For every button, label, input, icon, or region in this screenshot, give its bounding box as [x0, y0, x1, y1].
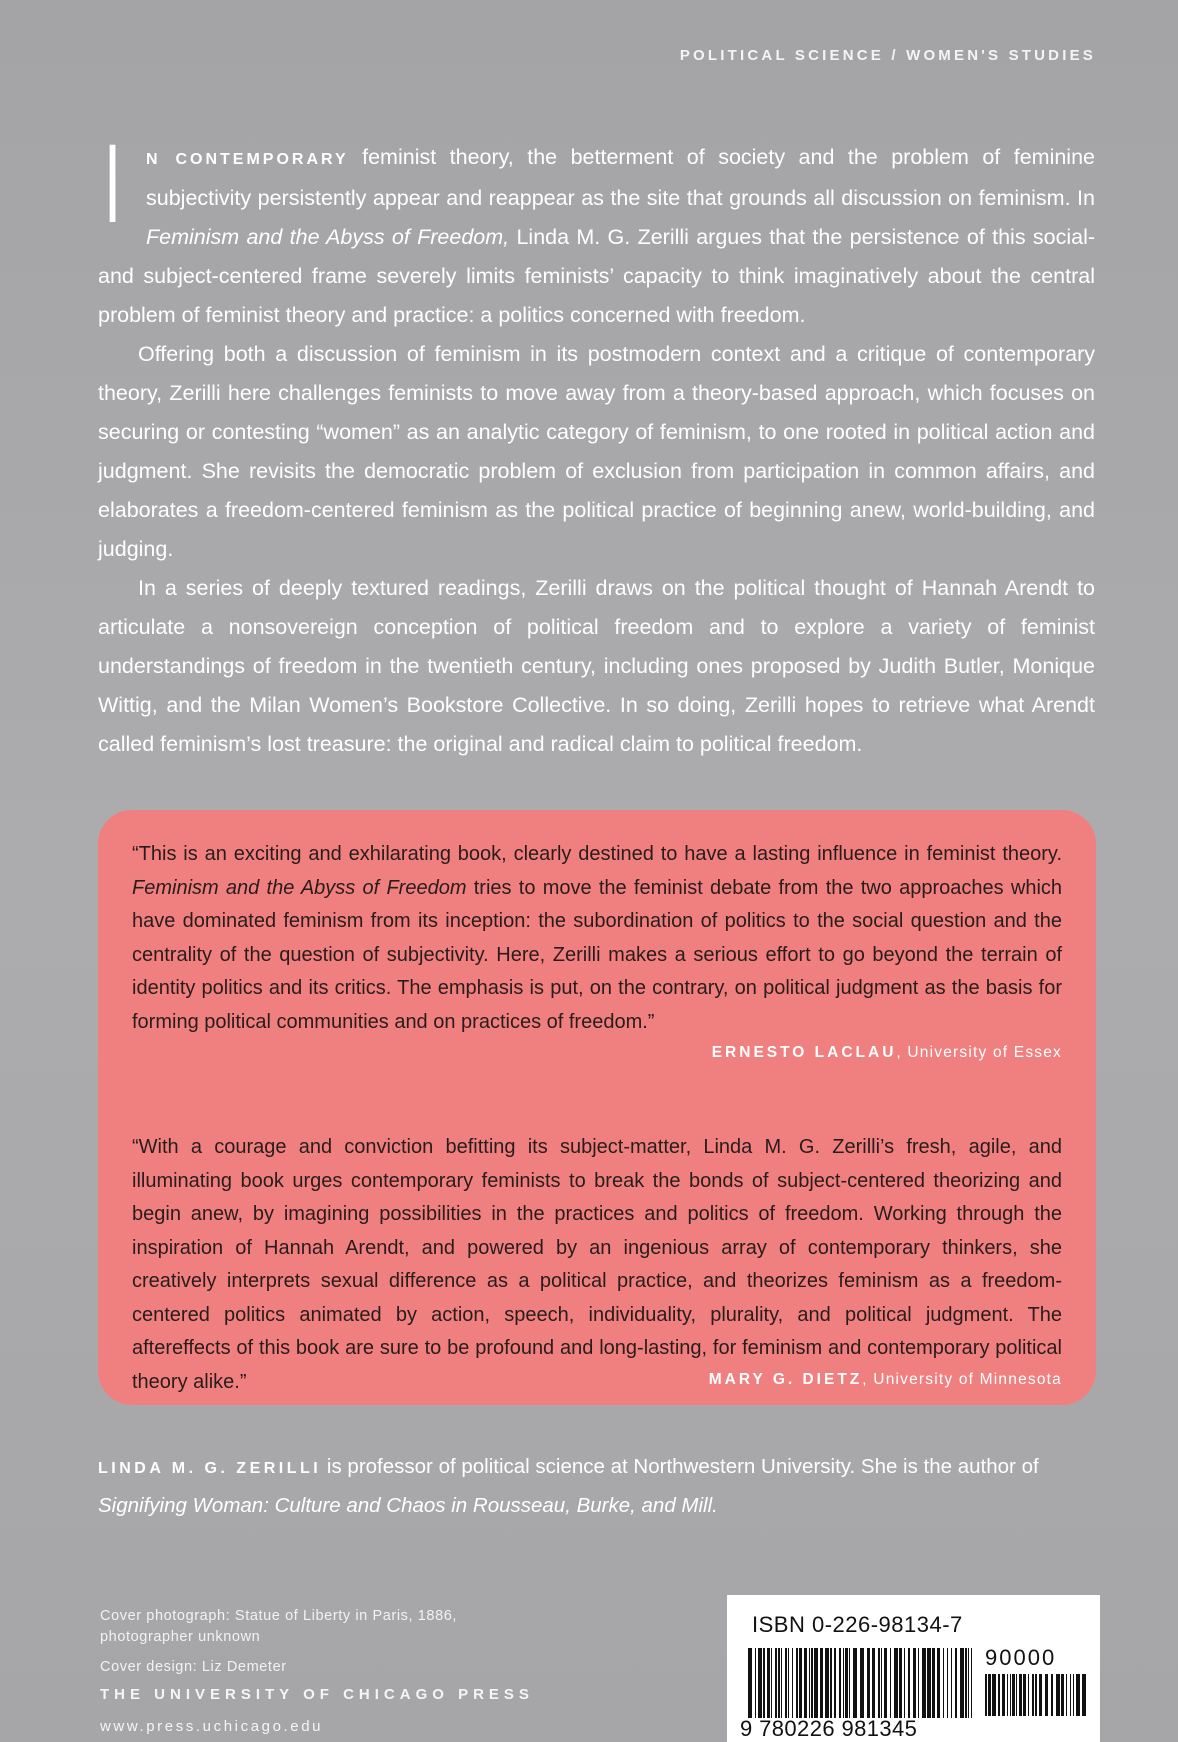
photo-credit-line-1: Cover photograph: Statue of Liberty in Paris, 1886,: [100, 1608, 458, 1624]
book-title: Feminism and the Abyss of Freedom: [132, 876, 467, 899]
cover-credits: [100, 1606, 457, 1687]
endorsement-attribution: MARY G. DIETZ, University of Minnesota: [708, 1371, 1062, 1388]
blurb-paragraph-1: I N CONTEMPORARY feminist theory, the betterment of society and the problem of feminine subjectivity persistently appear and reappear as the site that grounds all discussion on feminism. In Feminism and the Abyss of Freedom, Linda M. G. Zerilli argues that the persistence of this social- and subject-centered frame severely limits feminists’ capacity to think imaginatively about the central problem of feminist theory and practice: a politics concerned with freedom.: [98, 121, 1096, 327]
endorsement-dietz: [132, 1131, 1062, 1394]
blurb-paragraph-2: Offering both a discussion of feminism in its postmodern context and a critique of contemporary theory, Zerilli here challenges feminists to move away from a theory-based approach, which focuses on securing or contesting “women” as an analytic category of feminism, to one rooted in political action and judgment. She revisits the democratic problem of exclusion from participation in common affairs, and elaborates a freedom-centered feminism as the political practice of beginning anew, world-building, and judging.: [98, 342, 1095, 561]
isbn-label: ISBN 0-226-98134-7: [752, 1612, 963, 1637]
drop-cap: I: [104, 121, 122, 246]
description-blurb: [98, 121, 1096, 764]
publisher-name: THE UNIVERSITY OF CHICAGO PRESS: [100, 1686, 534, 1703]
endorsement-text: “With a courage and conviction befitting its subject-matter, Linda M. G. Zerilli’s fresh, agile, and illuminating book urges contemporary feminists to break the bonds of subject-centered theorizing and begin anew, by imagining possibilities in the practices and politics of freedom. Working through the inspiration of Hannah Arendt, and powered by an ingenious array of contemporary thinkers, she creatively interprets sexual difference as a political practice, and theorizes feminism as a freedom-centered politics animated by action, speech, individuality, plurality, and political judgment. The aftereffects of this book are sure to be profound and long-lasting, for feminism and contemporary political theory alike.”: [132, 1136, 1062, 1393]
author-bio: LINDA M. G. ZERILLI is professor of political science at Northwestern University. She is the author of Signifying Woman: Culture and Chaos in Rousseau, Burke, and Mill.: [98, 1455, 1039, 1517]
price-code: 90000: [985, 1645, 1057, 1670]
publisher-website[interactable]: www.press.uchicago.edu: [100, 1718, 324, 1735]
price-barcode-icon: [985, 1674, 1087, 1716]
endorsement-text: “This is an exciting and exhilarating book, clearly destined to have a lasting influence in feminist theory. Feminism and the Abyss of Freedom tries to move the feminist debate from the two approaches which have dominated feminism from its inception: the subordination of politics to the social question and the centrality of the question of subjectivity. Here, Zerilli makes a serious effort to go beyond the terrain of identity politics and its critics. The emphasis is put, on the contrary, on political judgment as the basis for forming political communities and on practices of freedom.”: [132, 843, 1063, 1033]
photo-credit-line-2: photographer unknown: [100, 1629, 261, 1645]
design-credit: Cover design: Liz Demeter: [100, 1659, 287, 1675]
author-name: LINDA M. G. ZERILLI: [98, 1460, 322, 1477]
barcode-icon: [748, 1648, 976, 1718]
book-title: Feminism and the Abyss of Freedom,: [146, 225, 510, 249]
previous-book-title: Signifying Woman: Culture and Chaos in Rousseau, Burke, and Mill.: [98, 1494, 718, 1517]
blurb-paragraph-3: In a series of deeply textured readings, Zerilli draws on the political thought of Hannah Arendt to articulate a nonsovereign conception of political freedom and to explore a variety of feminist understandings of freedom in the twentieth century, including ones proposed by Judith Butler, Monique Wittig, and the Milan Women’s Bookstore Collective. In so doing, Zerilli hopes to retrieve what Arendt called feminism’s lost treasure: the original and radical claim to political freedom.: [98, 576, 1095, 756]
category-label: POLITICAL SCIENCE / WOMEN'S STUDIES: [679, 47, 1096, 64]
lead-in: N CONTEMPORARY: [146, 151, 349, 168]
barcode-digits: 9 780226 981345: [740, 1716, 918, 1741]
endorsement-attribution: ERNESTO LACLAU, University of Essex: [711, 1044, 1062, 1061]
endorsement-laclau: [132, 838, 1062, 1067]
